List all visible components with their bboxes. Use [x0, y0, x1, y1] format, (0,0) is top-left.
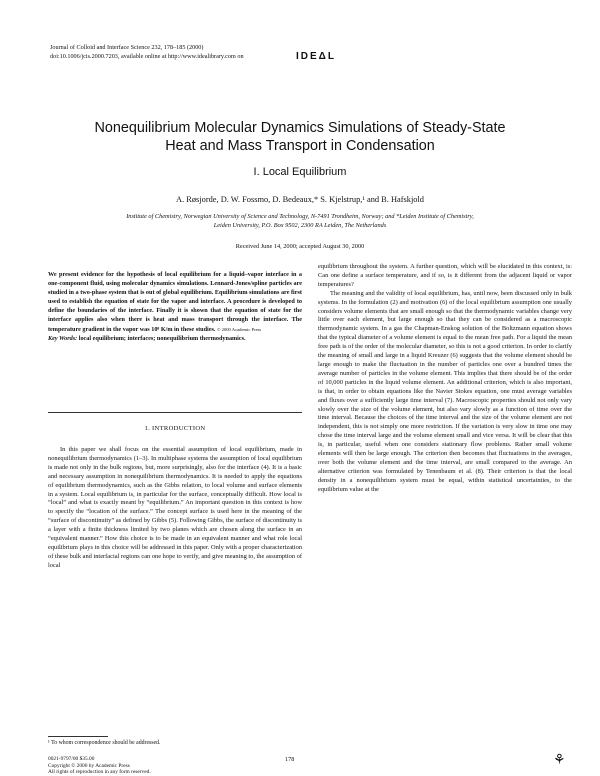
right-paragraph-1: equilibrium throughout the system. A further question, which will be elucidated in this context, is: Can one define a surface temperature, and if so, is it different from the adjacent liquid or vapor temperatures? [318, 263, 572, 288]
left-column-body: In this paper we shall focus on the essential assumption of local equilibrium, made in nonequilibrium thermodynamics (1–3). In multiphase systems the assumption of local equilibrium is made not only in the bulk regions, but, more surprisingly, also for the interface (4). It is a basic and necessary assumption in nonequilibrium thermodynamics. It is needed to apply the equations of equilibrium thermodynamics, such as the Gibbs relation, to local volume and surface elements in a system. Local equilibrium is, in particular for the surface, conceptually difficult. How local is “local” and what is exactly meant by “equilibrium.” An important question in this context is how to specify the “location of the surface.” The concept surface is used here in the meaning of the “surface of discontinuity” as defined by Gibbs (5). Following Gibbs, the surface of discontinuity is a layer with a finite thickness limited by two planes which are chosen along the surface in an “equivalent manner.” How this choice is to be made in an equivalent manner and what role local equilibrium plays in this choice will be addressed in this paper. Only with a proper characterization of these bulk and interfacial regions can one hope to verify, and give meaning to, the assumption of local [48, 446, 302, 569]
footnote: ¹ To whom correspondence should be addressed. [48, 740, 161, 746]
right-paragraph-2: The meaning and the validity of local equilibrium, has, until now, been discussed only in bulk systems. In the formulation (2) and motivation (6) of the local equilibrium assumption one usually considers volume elements that are small enough so that the thermodynamic variables change very little over each element, but large enough so that they can be considered as a macroscopic thermodynamic system. In a gas the Chapman-Enskog solution of the Boltzmann equation shows that the typical diameter of a volume element is equal to the mean free path. For a liquid the mean free path is of the order of the molecular diameter, so this is not a good criterion. In order to clarify the meaning of small and large in a liquid Kreuzer (6) suggests that the volume element should be large enough to make the fluctuation in the number of particles one over a hundred times the average number of particles in the volume element. This implies that there should be of the order of 10,000 particles in the liquid volume element. An additional criterion, which is also important, is that, in order to obtain equations like the Navier Stokes equation, one must average variables and fluxes over a sufficiently large time interval (7). Macroscopic properties should not only vary slowly over the size of the volume element, but also vary slowly as a function of time over the time interval. Because the choices of the time interval and the size of the volume element are not independent, this is not simply one more restriction. If the variation is very slow in time one may chose the time interval large and the volume element small and vice versa. It will be clear that this is, in particular, useful when one considers stationary flow problems. Rather small volume elements will then be large enough. The criterion then becomes that fluctuations in the averages, over both the volume element and the time interval, are small compared to the average. An alternative criterion was formulated by Tenenbaum et al. (8). Their criterion is that the local density in a nonequilibrium system must be equal, within statistical uncertainties, to the equilibrium value at the [318, 289, 572, 493]
author-list: A. Røsjorde, D. W. Fossmo, D. Bedeaux,* S. Kjelstrup,¹ and B. Hafskjold [176, 195, 424, 204]
footer-rights: All rights of reproduction in any form reserved. [48, 769, 151, 775]
affiliation-line-2: Leiden University, P.O. Box 9502, 2300 RA Leiden, The Netherlands [213, 222, 387, 229]
affiliation-line-1: Institute of Chemistry, Norwegian University of Science and Technology, N-7491 Trondheim, Norway; and *Leiden Institute of Chemistry, [126, 213, 474, 220]
keywords-label: Key Words: [48, 334, 78, 342]
footnote-divider [48, 736, 108, 737]
issn-price: 0021-9797/00 $35.00 [48, 756, 95, 762]
abstract-text: We present evidence for the hypothesis of local equilibrium for a liquid–vapor interface in a one-component fluid, using molecular dynamics simulations. Lennard-Jones/spline particles are studied in a two-phase system that is out of global equilibrium. Equilibrium simulations are first used to establish the equation of state for the vapor and interface. A procedure is developed to define the boundaries of the interface. Finally it is shown that the equation of state for the interface applies also when there is heat and mass transport through the interface. The temperature gradient in the vapor was 10⁸ K/m in these studies. [48, 271, 302, 333]
section-heading: 1. INTRODUCTION [144, 425, 206, 432]
affiliations [80, 212, 520, 230]
title-line-1: Nonequilibrium Molecular Dynamics Simulations of Steady-State [94, 120, 506, 136]
page-number: 178 [285, 756, 295, 763]
right-column-body [318, 263, 572, 495]
ideal-logo: IDEΔL [296, 51, 336, 62]
paper-title [40, 119, 560, 155]
abstract-divider [48, 412, 302, 413]
footer-info [48, 756, 151, 776]
publisher-mark-icon: ⚘ [553, 753, 566, 768]
abstract-copyright: © 2000 Academic Press [217, 326, 262, 332]
journal-name: Journal of Colloid and Interface Science [50, 44, 150, 51]
title-line-2: Heat and Mass Transport in Condensation [165, 138, 435, 154]
footer-copyright: Copyright © 2000 by Academic Press [48, 762, 130, 769]
abstract [48, 270, 302, 343]
doi-line: doi:10.1006/jcis.2000.7203, available online at http://www.idealibrary.com on [50, 52, 244, 60]
journal-volume: 232, 178–185 (2000) [151, 44, 204, 51]
paper-subtitle: I. Local Equilibrium [253, 166, 347, 178]
keywords: local equilibrium; interfaces; nonequilibrium thermodynamics. [78, 334, 246, 342]
received-dates: Received June 14, 2000; accepted August 30, 2000 [235, 243, 365, 250]
